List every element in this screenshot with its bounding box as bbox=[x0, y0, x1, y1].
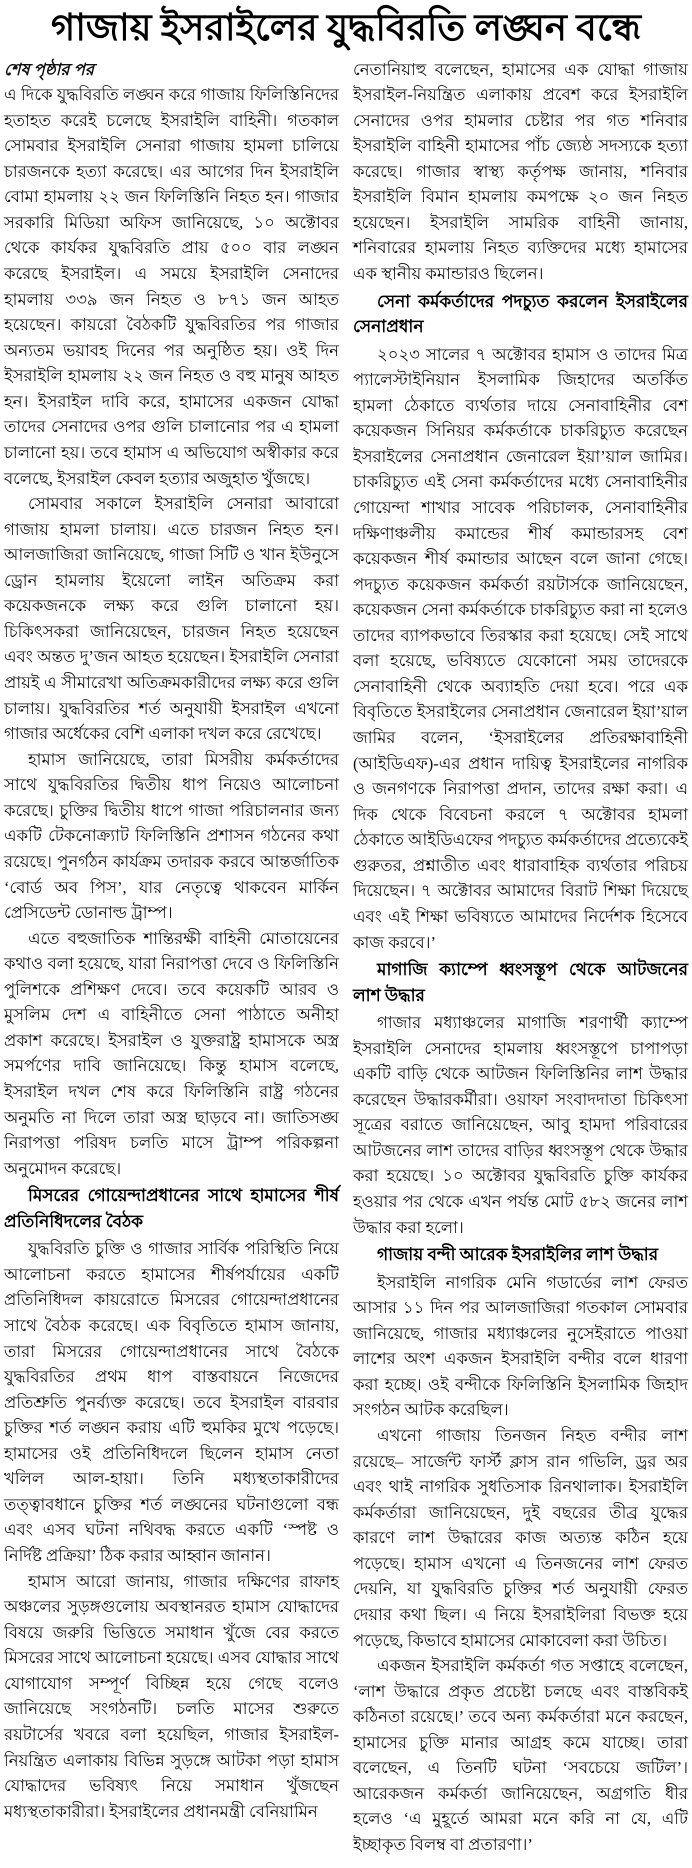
section-subheading: মিসরের গোয়েন্দাপ্রধানের সাথে হামাসের শীর্ষ প্রতিনিধিদলের বৈঠক bbox=[4, 1186, 339, 1231]
article-paragraph: গাজার মধ্যাঞ্চলের মাগাজি শরণার্থী ক্যাম্পে ইসরাইলি সেনাদের হামলায় ধ্বংসস্তূপে চাপাপড়া একটি বাড়ি থেকে আটজন ফিলিস্তিনির লাশ উদ্ধার করেছেন উদ্ধারকর্মীরা। ওয়াফা সংবাদদাতা চিকিৎসা সূত্রের বরাতে জানিয়েছেন, আবু হামদা পরিবারের আটজনের লাশ তাদের বাড়ির ধ্বংসস্তূপ থেকে উদ্ধার করা হয়েছে। ১০ অক্টোবর যুদ্ধবিরতি চুক্তি কার্যকর হওয়ার পর থেকে এখন পর্যন্ত মোট ৫৮২ জনের লাশ উদ্ধার করা হলো। bbox=[353, 1013, 688, 1237]
article-paragraph: একজন ইসরাইলি কর্মকর্তা গত সপ্তাহে বলেছেন, ‘লাশ উদ্ধারে প্রকৃত প্রচেষ্টা চলছে এবং বাস্তবিকই কঠিনতা রয়েছে।’ তবে অন্য কর্মকর্তারা মনে করছেন, হামাসের চুক্তি মানার আগ্রহ কমে যাচ্ছে। তারা বলেছেন, এ তিনটি ঘটনা ‘সবচেয়ে জটিল’। আরেকজন কর্মকর্তা জানিয়েছেন, অগ্রগতি ধীর হলেও ‘এ মুহূর্তে আমরা মনে করি না যে, এটি ইচ্ছাকৃত বিলম্ব বা প্রতারণা।’ bbox=[353, 1656, 688, 1855]
article-paragraph: হামাস জানিয়েছে, তারা মিসরীয় কর্মকর্তাদের সাথে যুদ্ধবিরতির দ্বিতীয় ধাপ নিয়েও আলোচনা করেছে। চুক্তির দ্বিতীয় ধাপে গাজা পরিচালনার জন্য একটি টেকনোক্র্যাট ফিলিস্তিনি প্রশাসন গঠনের কথা রয়েছে। পুনর্গঠন কার্যক্রম তদারক করবে আন্তর্জাতিক ‘বোর্ড অব পিস’, যার নেতৃত্বে থাকবেন মার্কিন প্রেসিডেন্ট ডোনাল্ড ট্রাম্প। bbox=[4, 749, 339, 923]
article-paragraph: যুদ্ধবিরতি চুক্তি ও গাজার সার্বিক পরিস্থিতি নিয়ে আলোচনা করতে হামাসের শীর্ষপর্যায়ের একটি প্রতিনিধিদল কায়রোতে মিসরের গোয়েন্দাপ্রধানের সাথে বৈঠক করেছে। এক বিবৃতিতে হামাস জানায়, তারা মিসরের গোয়েন্দাপ্রধানের সাথে বৈঠকে যুদ্ধবিরতির প্রথম ধাপ বাস্তবায়নে নিজেদের প্রতিশ্রুতি পুনর্ব্যক্ত করেছে। তবে ইসরাইল বারবার চুক্তির শর্ত লঙ্ঘন করায় এটি হুমকির মুখে পড়েছে। হামাসের ওই প্রতিনিধিদলে ছিলেন হামাস নেতা খলিল আল-হায়া। তিনি মধ্যস্থতাকারীদের তত্ত্বাবধানে চুক্তির শর্ত লঙ্ঘনের ঘটনাগুলো বন্ধ এবং এসব ঘটনা নথিবদ্ধ করতে একটি ‘স্পষ্ট ও নির্দিষ্ট প্রক্রিয়া’ ঠিক করার আহ্বান জানান। bbox=[4, 1239, 339, 1566]
article-paragraph: এখনো গাজায় তিনজন নিহত বন্দীর লাশ রয়েছে– সার্জেন্ট ফার্স্ট ক্লাস রান গভিলি, ড্রর অর এবং থাই নাগরিক সুধতিসাক রিনথালাক। ইসরাইলি কর্মকর্তারা জানিয়েছেন, দুই বছরের তীব্র যুদ্ধের কারণে লাশ উদ্ধারের কাজ অত্যন্ত কঠিন হয়ে পড়েছে। হামাস এখনো এ তিনজনের লাশ ফেরত দেয়নি, যা যুদ্ধবিরতি চুক্তির শর্ত অনুযায়ী ফেরত দেয়ার কথা ছিল। এ নিয়ে ইসরাইলিরা বিভক্ত হয়ে পড়েছে, কিভাবে হামাসের মোকাবেলা করা উচিত। bbox=[353, 1426, 688, 1650]
section-subheading: সেনা কর্মকর্তাদের পদচ্যুত করলেন ইসরাইলের সেনাপ্রধান bbox=[353, 291, 688, 337]
article-columns bbox=[4, 57, 688, 1858]
article-paragraph: এ দিকে যুদ্ধবিরতি লঙ্ঘন করে গাজায় ফিলিস্তিনিদের হতাহত করেই চলেছে ইসরাইলি বাহিনী। গতকাল সোমবার ইসরাইলি সেনারা গাজায় হামলা চালিয়ে চারজনকে হত্যা করেছে। এর আগের দিন ইসরাইলি বোমা হামলায় ২২ জন ফিলিস্তিনি নিহত হন। গাজার সরকারি মিডিয়া অফিস জানিয়েছে, ১০ অক্টোবর থেকে কার্যকর যুদ্ধবিরতি প্রায় ৫০০ বার লঙ্ঘন করেছে ইসরাইল। এ সময়ে ইসরাইলি সেনাদের হামলায় ৩৩৯ জন নিহত ও ৮৭১ জন আহত হয়েছেন। কায়রো বৈঠকটি যুদ্ধবিরতির পর গাজার অন্যতম ভয়াবহ দিনের পর অনুষ্ঠিত হয়। ওই দিন ইসরাইলি হামলায় ২২ জন নিহত ও বহু মানুষ আহত হন। ইসরাইল দাবি করে, হামাসের একজন যোদ্ধা তাদের সেনাদের ওপর গুলি চালানোর পর এ হামলা চালানো হয়। তবে হামাস এ অভিযোগ অস্বীকার করে বলেছে, ইসরাইল কেবল হত্যার অজুহাত খুঁজছে। bbox=[4, 85, 339, 488]
article-column-right bbox=[353, 57, 688, 1858]
article-paragraph: এতে বহুজাতিক শান্তিরক্ষী বাহিনী মোতায়েনের কথাও বলা হয়েছে, যারা নিরাপত্তা দেবে ও ফিলিস্তিনি পুলিশকে প্রশিক্ষণ দেবে। তবে কয়েকটি আরব ও মুসলিম দেশ এ বাহিনীতে সেনা পাঠাতে অনীহা প্রকাশ করেছে। ইসরাইল ও যুক্তরাষ্ট্র হামাসকে অস্ত্র সমর্পণের দাবি জানিয়েছে। কিন্তু হামাস বলেছে, ইসরাইল দখল শেষ করে ফিলিস্তিনি রাষ্ট্র গঠনের অনুমতি না দিলে তারা অস্ত্র ছাড়বে না। জাতিসঙ্ঘ নিরাপত্তা পরিষদ চলতি মাসে ট্রাম্প পরিকল্পনা অনুমোদন করেছে। bbox=[4, 928, 339, 1178]
continued-from-last-page-label: শেষ পৃষ্ঠার পর bbox=[4, 59, 94, 79]
article-paragraph: নেতানিয়াহু বলেছেন, হামাসের এক যোদ্ধা গাজায় ইসরাইল-নিয়ন্ত্রিত এলাকায় প্রবেশ করে ইসরাইলি সেনাদের ওপর হামলার চেষ্টার পর গত শনিবার ইসরাইলি বাহিনী হামাসের পাঁচ জ্যেষ্ঠ সদস্যকে হত্যা করেছে। গাজার স্বাস্থ্য কর্তৃপক্ষ জানায়, শনিবার ইসরাইলি বিমান হামলায় কমপক্ষে ২০ জন নিহত হয়েছেন। ইসরাইলি সামরিক বাহিনী জানায়, শনিবারের হামলায় নিহত ব্যক্তিদের মধ্যে হামাসের এক স্থানীয় কমান্ডারও ছিলেন। bbox=[353, 59, 688, 284]
article-paragraph: সোমবার সকালে ইসরাইলি সেনারা আবারো গাজায় হামলা চালায়। এতে চারজন নিহত হন। আলজাজিরা জানিয়েছে, গাজা সিটি ও খান ইউনুসে ড্রোন হামলায় ইয়েলো লাইন অতিক্রম করা কয়েকজনকে লক্ষ্য করে গুলি চালানো হয়। চিকিৎসকরা জানিয়েছেন, চারজন নিহত হয়েছেন এবং অন্তত দু’জন আহত হয়েছেন। ইসরাইলি সেনারা প্রায়ই এ সীমারেখা অতিক্রমকারীদের লক্ষ্য করে গুলি চালায়। যুদ্ধবিরতির শর্ত অনুযায়ী ইসরাইল এখনো গাজার অর্ধেকের বেশি এলাকা দখল করে রেখেছে। bbox=[4, 494, 339, 744]
article-paragraph: ইসরাইলি নাগরিক মেনি গডার্ডের লাশ ফেরত আসার ১১ দিন পর আলজাজিরা গতকাল সোমবার জানিয়েছে, গাজার মধ্যাঞ্চলের নুসেইরাতে পাওয়া লাশের অংশ একজন ইসরাইলি বন্দীর বলে ধারণা করা হচ্ছে। ওই বন্দীকে ফিলিস্তিনি ইসলামিক জিহাদ সংগঠন আটক করেছিল। bbox=[353, 1272, 688, 1420]
article-paragraph: হামাস আরো জানায়, গাজার দক্ষিণের রাফাহ অঞ্চলের সুড়ঙ্গগুলোয় অবস্থানরত হামাস যোদ্ধাদের বিষয়ে জরুরি ভিত্তিতে সমাধান খুঁজে বের করতে মিসরের সাথে আলোচনা হয়েছে। এসব যোদ্ধার সাথে যোগাযোগ সম্পূর্ণ বিচ্ছিন্ন হয়ে গেছে বলেও জানিয়েছে সংগঠনটি। চলতি মাসের শুরুতে রয়টার্সের খবরে বলা হয়েছিল, গাজার ইসরাইল-নিয়ন্ত্রিত এলাকায় বিভিন্ন সুড়ঙ্গে আটকা পড়া হামাস যোদ্ধাদের ভবিষ্যৎ নিয়ে সমাধান খুঁজছেন মধ্যস্থতাকারীরা। ইসরাইলের প্রধানমন্ত্রী বেনিয়ামিন bbox=[4, 1571, 339, 1821]
article-headline: গাজায় ইসরাইলের যুদ্ধবিরতি লঙ্ঘন বন্ধে bbox=[50, 8, 642, 49]
section-subheading: মাগাজি ক্যাম্পে ধ্বংসস্তূপ থেকে আটজনের লাশ উদ্ধার bbox=[353, 960, 688, 1005]
article-paragraph: ২০২৩ সালের ৭ অক্টোবর হামাস ও তাদের মিত্র প্যালেস্টাইনিয়ান ইসলামিক জিহাদের অতর্কিত হামলা ঠেকাতে ব্যর্থতার দায়ে সেনাবাহিনীর বেশ কয়েকজন সিনিয়র কর্মকর্তাকে চাকরিচ্যুত করেছেন ইসরাইলের সেনাপ্রধান জেনারেল ইয়া’য়াল জামির। চাকরিচ্যুত এই সেনা কর্মকর্তাদের মধ্যে সেনাবাহিনীর গোয়েন্দা শাখার সাবেক পরিচালক, সেনাবাহিনীর দক্ষিণাঞ্চলীয় কমান্ডের শীর্ষ কমান্ডারসহ বেশ কয়েকজন শীর্ষ কমান্ডার আছেন বলে জানা গেছে। পদচ্যুত কয়েকজন কর্মকর্তা রয়টার্সকে জানিয়েছেন, কয়েকজন সেনা কর্মকর্তাকে চাকরিচ্যুত করা না হলেও তাদের ব্যাপকভাবে তিরস্কার করা হয়েছে। সেই সাথে বলা হয়েছে, ভবিষ্যতে যেকোনো সময় তাদেরকে সেনাবাহিনী থেকে অব্যাহতি দেয়া হবে। পরে এক বিবৃতিতে ইসরাইলের সেনাপ্রধান জেনারেল ইয়া’য়াল জামির বলেন, ‘ইসরাইলের প্রতিরক্ষাবাহিনী (আইডিএফ)-এর প্রধান দায়িত্ব ইসরাইলের নাগরিক ও জনগণকে নিরাপত্তা প্রদান, তাদের রক্ষা করা। এ দিক থেকে বিবেচনা করলে ৭ অক্টোবর হামলা ঠেকাতে আইডিএফের পদচ্যুত কর্মকর্তাদের প্রত্যেকেই গুরুতর, প্রশ্নাতীত এবং ধারাবাহিক ব্যর্থতার পরিচয় দিয়েছেন। ৭ অক্টোবর আমাদের বিরাট শিক্ষা দিয়েছে এবং এই শিক্ষা ভবিষ্যতে আমাদের নির্দেশক হিসেবে কাজ করবে।’ bbox=[353, 344, 688, 952]
article-column-left bbox=[4, 57, 339, 1825]
section-subheading: গাজায় বন্দী আরেক ইসরাইলির লাশ উদ্ধার bbox=[377, 1245, 659, 1265]
